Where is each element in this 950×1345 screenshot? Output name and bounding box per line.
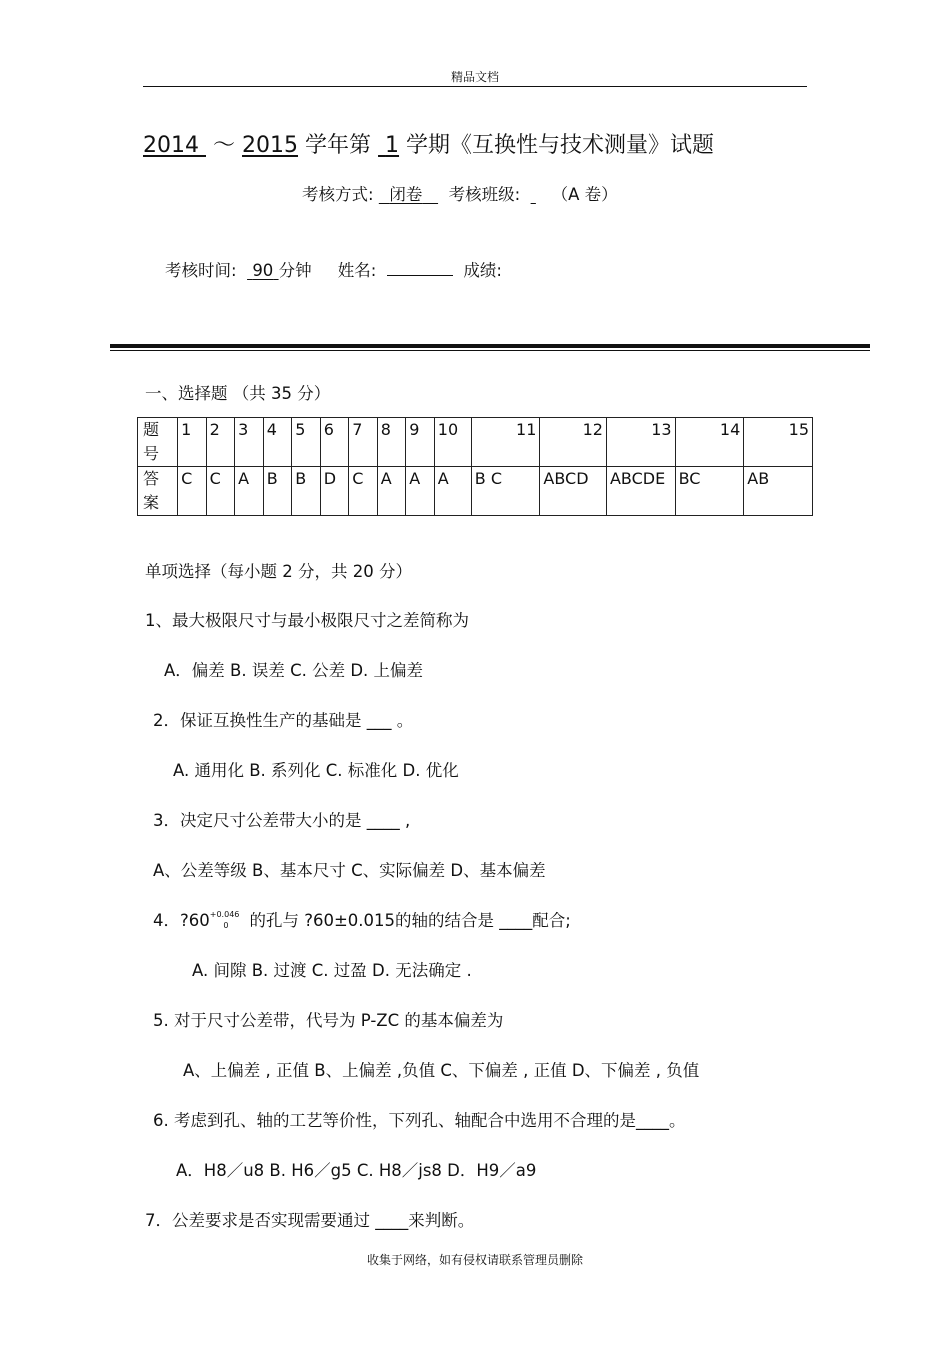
- table-cell: 14: [675, 418, 744, 467]
- name-label: 姓名:: [337, 261, 377, 280]
- table-cell: A: [434, 467, 471, 516]
- mode-value: 闭卷: [389, 185, 423, 204]
- question-options: A．H8／u8 B. H6／g5 C. H8／js8 D．H9／a9: [176, 1161, 537, 1180]
- table-cell: BC: [675, 467, 744, 516]
- table-cell: B: [263, 467, 292, 516]
- question-stem: 1、最大极限尺寸与最小极限尺寸之差简称为: [145, 611, 469, 630]
- table-cell: 3: [235, 418, 264, 467]
- table-cell: AB: [744, 467, 813, 516]
- page-footer: 收集于网络，如有侵权请联系管理员删除: [366, 1253, 583, 1267]
- question-options: A. 间隙 B. 过渡 C. 过盈 D. 无法确定 .: [192, 961, 472, 980]
- exam-title: [143, 128, 714, 159]
- table-cell: C: [178, 467, 207, 516]
- separator-thick: [110, 344, 870, 348]
- name-blank: [387, 261, 453, 276]
- time-label: 考核时间:: [165, 261, 237, 280]
- header-cell-answer: 答 案: [138, 467, 178, 516]
- table-cell: C: [206, 467, 235, 516]
- time-unit: 分钟: [278, 261, 312, 280]
- table-row: [138, 467, 813, 516]
- table-row: [138, 418, 813, 467]
- question-options: A、上偏差 , 正值 B、上偏差 ,负值 C、下偏差 , 正值 D、下偏差 , 负值: [183, 1061, 700, 1080]
- table-cell: 1: [178, 418, 207, 467]
- table-cell: 8: [377, 418, 406, 467]
- table-cell: A: [377, 467, 406, 516]
- question-stem: 5. 对于尺寸公差带，代号为 P-ZC 的基本偏差为: [153, 1011, 504, 1030]
- question-stem: 2．保证互换性生产的基础是 ___ 。: [153, 711, 414, 730]
- answer-table: [137, 417, 813, 516]
- table-cell: D: [320, 467, 349, 516]
- section-title: 一、选择题 （共 35 分）: [145, 384, 331, 403]
- upper-deviation: +0.046: [209, 910, 240, 919]
- year-end: 2015: [242, 133, 299, 158]
- table-cell: 10: [434, 418, 471, 467]
- title-mid: 学年第: [305, 133, 372, 158]
- table-cell: 7: [349, 418, 378, 467]
- header-rule: [143, 86, 807, 87]
- single-choice-title: 单项选择（每小题 2 分，共 20 分）: [145, 562, 412, 581]
- question-options: A．偏差 B. 误差 C. 公差 D. 上偏差: [164, 661, 424, 680]
- table-cell: ABCD: [540, 467, 607, 516]
- class-label: 考核班级:: [448, 185, 521, 204]
- year-start: 2014: [143, 133, 199, 158]
- year-sep: ～: [213, 133, 236, 158]
- exam-meta-line1: [302, 181, 618, 205]
- header-cell-number: 题 号: [138, 418, 178, 467]
- question-options: A、公差等级 B、基本尺寸 C、实际偏差 D、基本偏差: [153, 861, 546, 880]
- table-cell: C: [349, 467, 378, 516]
- paper-version: （A 卷）: [551, 185, 618, 204]
- title-rest: 学期《互换性与技术测量》试题: [406, 133, 715, 158]
- question-stem: 4．$?60^{+0.046}0$ 的孔与 ?60±0.015的轴的结合是 ____配合;: [153, 910, 571, 930]
- table-cell: 5: [292, 418, 321, 467]
- table-cell: 4: [263, 418, 292, 467]
- score-label: 成绩:: [463, 261, 502, 280]
- question-stem: 7．公差要求是否实现需要通过 ____来判断。: [145, 1211, 475, 1230]
- table-cell: 15: [744, 418, 813, 467]
- question-stem: 3．决定尺寸公差带大小的是 ____ ,: [153, 811, 411, 830]
- table-cell: 6: [320, 418, 349, 467]
- mode-label: 考核方式:: [302, 185, 374, 204]
- term-number: 1: [385, 133, 400, 158]
- time-value: 90: [252, 261, 274, 280]
- table-cell: A: [235, 467, 264, 516]
- table-cell: 9: [406, 418, 435, 467]
- table-cell: B: [292, 467, 321, 516]
- exam-meta-line2: [165, 257, 502, 281]
- table-cell: 11: [471, 418, 540, 467]
- table-cell: B C: [471, 467, 540, 516]
- table-cell: 12: [540, 418, 607, 467]
- table-cell: ABCDE: [606, 467, 675, 516]
- table-cell: 13: [606, 418, 675, 467]
- separator-thin: [110, 350, 870, 351]
- table-cell: 2: [206, 418, 235, 467]
- page-header: 精品文档: [450, 70, 499, 84]
- question-options: A. 通用化 B. 系列化 C. 标准化 D. 优化: [173, 761, 459, 780]
- question-stem: 6. 考虑到孔、轴的工艺等价性，下列孔、轴配合中选用不合理的是____。: [153, 1111, 686, 1130]
- table-cell: A: [406, 467, 435, 516]
- lower-deviation: 0: [223, 921, 229, 930]
